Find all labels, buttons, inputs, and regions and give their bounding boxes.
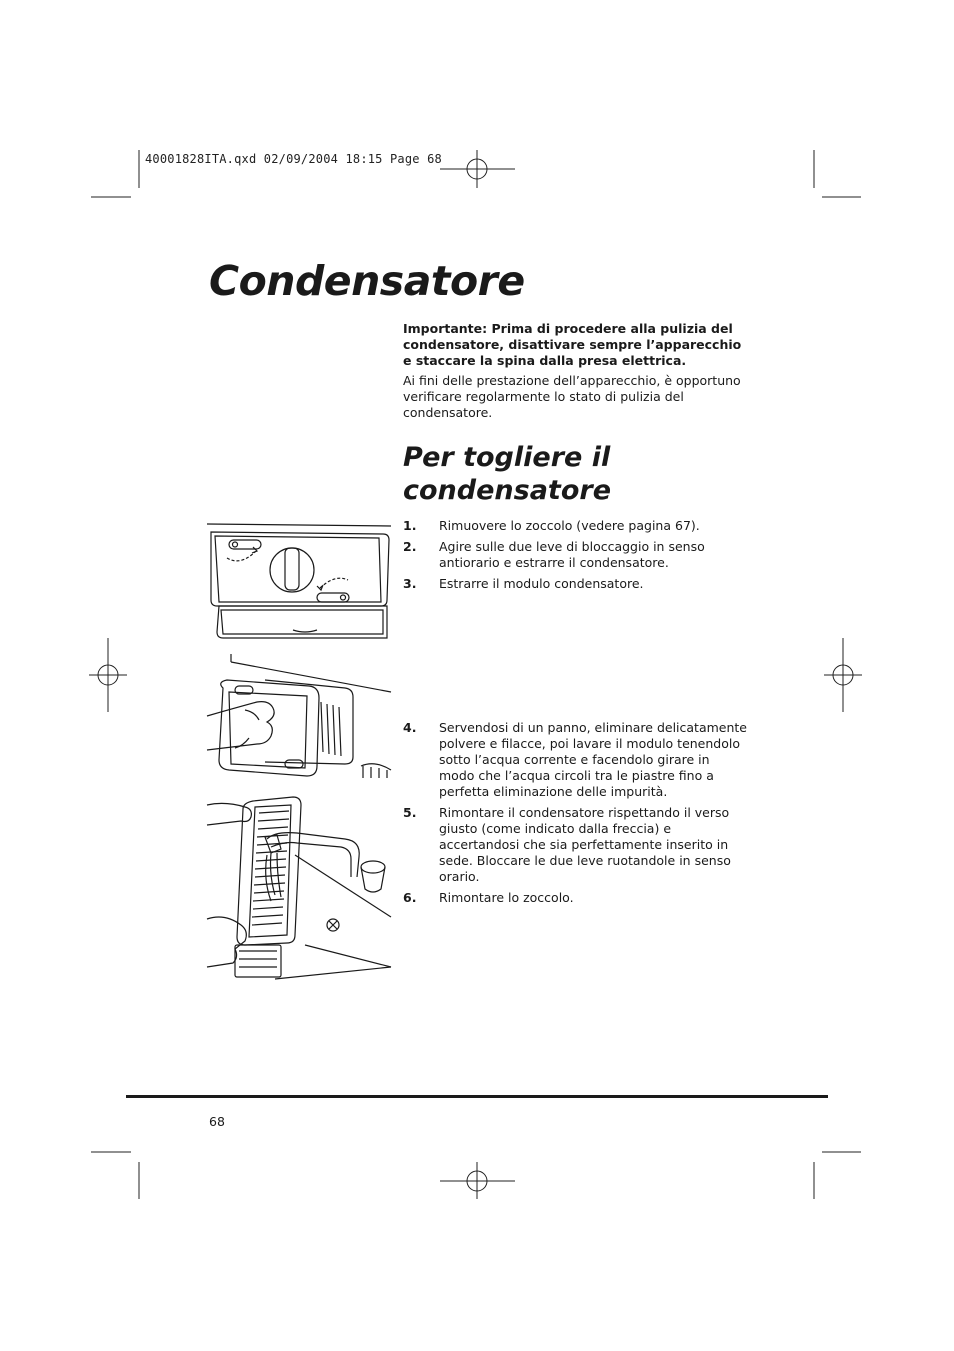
illustration-wash-condenser	[205, 795, 395, 980]
step-item: 2. Agire sulle due leve di bloccaggio in senso antiorario e estrarre il condensatore.	[403, 539, 705, 570]
step-item: 3. Estrarre il modulo condensatore.	[403, 576, 644, 591]
step-item: 6. Rimontare lo zoccolo.	[403, 890, 574, 905]
section-subtitle: Per togliere il condensatore	[403, 442, 612, 506]
page-title: Condensatore	[209, 257, 525, 305]
step-item: 1. Rimuovere lo zoccolo (vedere pagina 67).	[403, 518, 700, 533]
intro-paragraph: Ai fini delle prestazione dell’apparecchio, è opportuno verificare regolarmente lo stato di pulizia del condensatore.	[403, 373, 741, 420]
footer-rule	[126, 1095, 828, 1098]
page-number: 68	[209, 1114, 225, 1129]
illustration-extract-condenser	[205, 652, 395, 787]
important-note: Importante: Prima di procedere alla pulizia del condensatore, disattivare sempre l’apparecchio e staccare la spina dalla presa elettrica.	[403, 321, 742, 368]
file-slug: 40001828ITA.qxd 02/09/2004 18:15 Page 68	[145, 152, 442, 166]
steps-list-a	[403, 518, 748, 597]
step-item: 5. Rimontare il condensatore rispettando il verso giusto (come indicato dalla freccia) e accertandosi che sia perfettamente inserito in sede. Bloccare le due leve ruotandole in senso orario.	[403, 805, 731, 884]
illustration-locking-levers	[205, 520, 395, 645]
steps-list-b	[403, 720, 748, 911]
step-item: 4. Servendosi di un panno, eliminare delicatamente polvere e filacce, poi lavare il modulo tenendolo sotto l’acqua corrente e facendolo girare in modo che l’acqua circoli tra le piastre fino a perfetta eliminazione delle impurità.	[403, 720, 747, 799]
intro-section	[403, 321, 748, 425]
